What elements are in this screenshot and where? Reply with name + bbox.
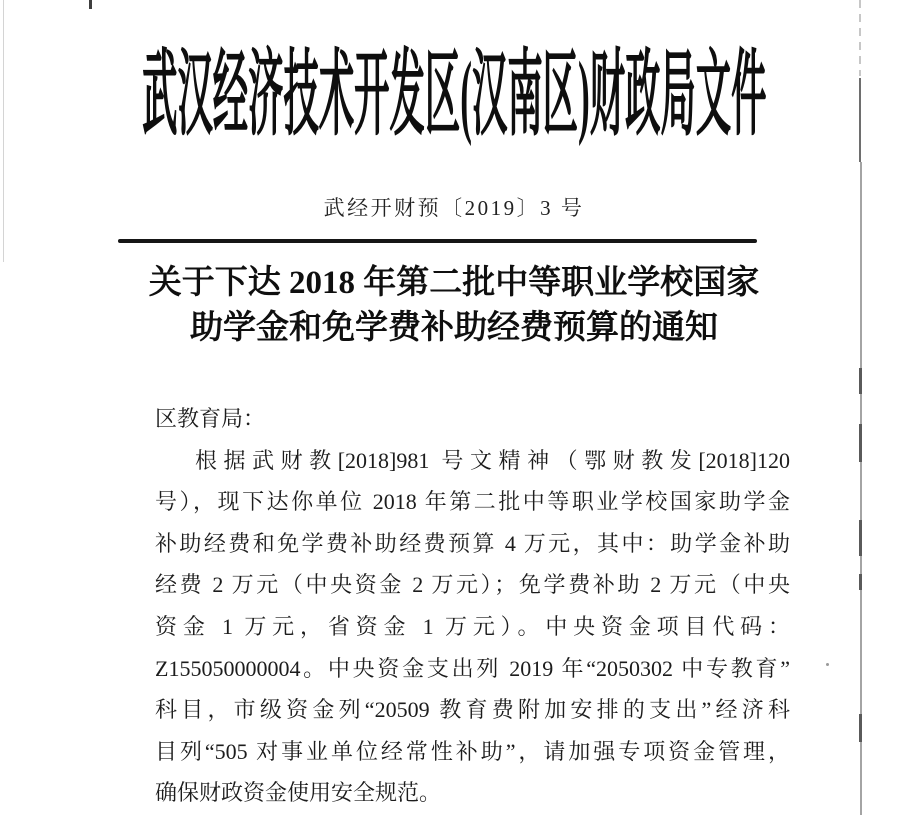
- scan-artifact-speck: [826, 663, 829, 666]
- body-line: 号），现下达你单位 2018 年第二批中等职业学校国家助学金: [155, 489, 790, 515]
- scan-artifact-left-line: [3, 0, 4, 262]
- body-line: 确保财政资金使用安全规范。: [155, 780, 442, 806]
- scan-artifact-right-segment: [859, 520, 862, 556]
- document-body: [155, 398, 790, 814]
- subject-line-1: 关于下达 2018 年第二批中等职业学校国家: [148, 265, 760, 301]
- scan-artifact-right-segment: [859, 424, 862, 462]
- scan-artifact-right-segment: [859, 714, 862, 742]
- scan-artifact-top-tick: [89, 0, 92, 9]
- letterhead: [0, 43, 908, 147]
- scan-artifact-right-line-dashes: [859, 0, 861, 76]
- subject-line-2: 助学金和免学费补助经费预算的通知: [190, 310, 718, 346]
- document-subject: [0, 261, 908, 351]
- salutation: 区教育局：: [155, 406, 266, 431]
- body-line: 目列“505 对事业单位经常性补助”，请加强专项资金管理，: [155, 738, 790, 764]
- scan-artifact-right-segment: [859, 574, 862, 590]
- body-line: 科目，市级资金列“20509 教育费附加安排的支出”经济科: [155, 697, 790, 723]
- body-line: 资金 1 万元，省资金 1 万元）。中央资金项目代码：: [155, 613, 790, 639]
- body-line: Z155050000004。中央资金支出列 2019 年“2050302 中专教育”: [155, 655, 790, 681]
- body-line: 经费 2 万元（中央资金 2 万元）；免学费补助 2 万元（中央: [155, 572, 790, 598]
- scan-artifact-right-segment: [859, 368, 862, 394]
- body-line: 补助经费和免学费补助经费预算 4 万元，其中：助学金补助: [155, 530, 790, 556]
- scan-artifact-right-line-dark: [859, 78, 861, 162]
- body-line: 根据武财教[2018]981 号文精神（鄂财教发[2018]120: [195, 447, 790, 473]
- document-number: 武经开财预〔2019〕3 号: [323, 196, 585, 220]
- letterhead-divider: [118, 239, 757, 243]
- letterhead-title: 武汉经济技术开发区(汉南区)财政局文件: [141, 43, 767, 147]
